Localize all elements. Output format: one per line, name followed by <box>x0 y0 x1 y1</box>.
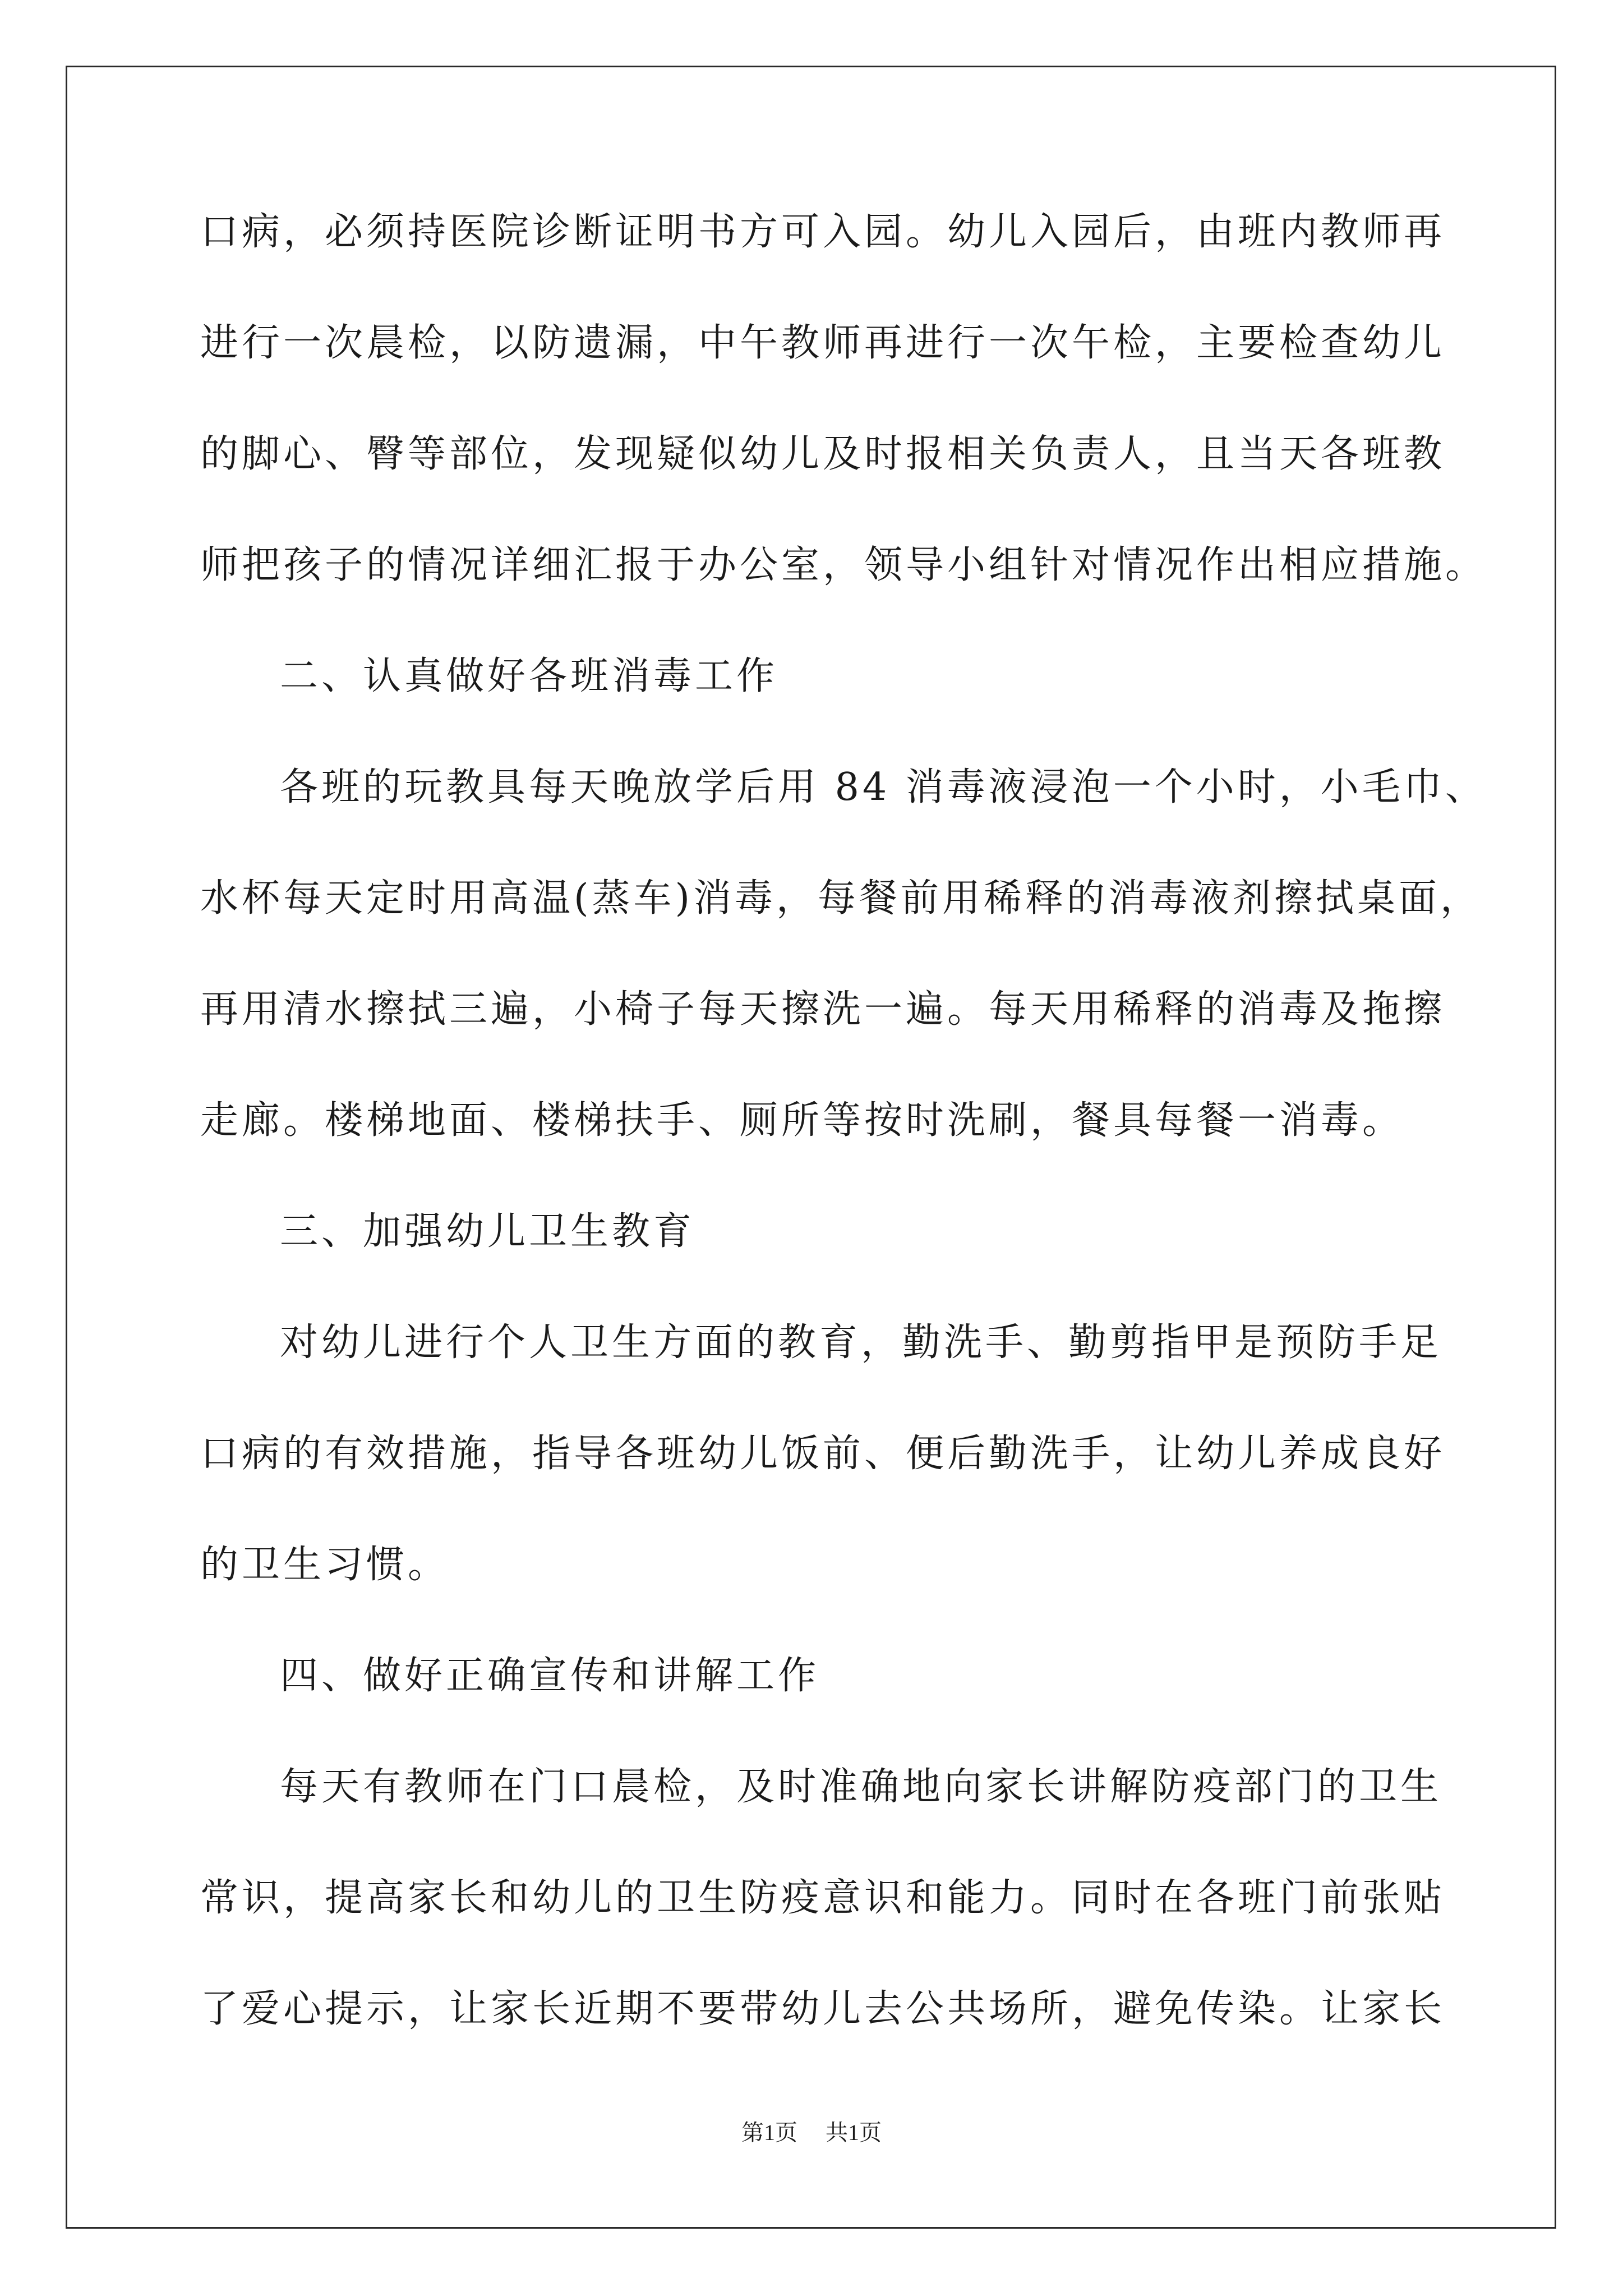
page-number: 第1页 <box>741 2120 797 2145</box>
page-total: 共1页 <box>826 2120 882 2145</box>
page-footer <box>0 2120 1623 2145</box>
section-heading-4: 四、做好正确宣传和讲解工作 <box>280 1654 820 1698</box>
body-line-12: 口病的有效措施，指导各班幼儿饭前、便后勤洗手，让幼儿养成良好 <box>200 1432 1446 1476</box>
body-line-16: 常识，提高家长和幼儿的卫生防疫意识和能力。同时在各班门前张贴 <box>200 1876 1446 1920</box>
body-line-11: 对幼儿进行个人卫生方面的教育，勤洗手、勤剪指甲是预防手足 <box>280 1320 1442 1365</box>
body-line-4: 师把孩子的情况详细汇报于办公室，领导小组针对情况作出相应措施。 <box>200 543 1487 587</box>
document-body <box>200 210 1487 2101</box>
body-line-1: 口病，必须持医院诊断证明书方可入园。幼儿入园后，由班内教师再 <box>200 210 1446 254</box>
body-line-6: 各班的玩教具每天晚放学后用 84 消毒液浸泡一个小时，小毛巾、 <box>280 765 1487 809</box>
section-heading-2: 二、认真做好各班消毒工作 <box>280 654 778 698</box>
body-line-9: 走廊。楼梯地面、楼梯扶手、厕所等按时洗刷，餐具每餐一消毒。 <box>200 1098 1404 1143</box>
body-line-7: 水杯每天定时用高温(蒸车)消毒，每餐前用稀释的消毒液剂擦拭桌面， <box>200 876 1482 921</box>
section-heading-3: 三、加强幼儿卫生教育 <box>280 1209 695 1254</box>
body-line-17: 了爱心提示，让家长近期不要带幼儿去公共场所，避免传染。让家长 <box>200 1987 1446 2031</box>
body-line-2: 进行一次晨检，以防遗漏，中午教师再进行一次午检，主要检查幼儿 <box>200 321 1446 365</box>
body-line-13: 的卫生习惯。 <box>200 1543 450 1587</box>
body-line-3: 的脚心、臀等部位，发现疑似幼儿及时报相关负责人，且当天各班教 <box>200 432 1446 476</box>
body-line-15: 每天有教师在门口晨检，及时准确地向家长讲解防疫部门的卫生 <box>280 1765 1442 1809</box>
body-line-8: 再用清水擦拭三遍，小椅子每天擦洗一遍。每天用稀释的消毒及拖擦 <box>200 987 1446 1032</box>
